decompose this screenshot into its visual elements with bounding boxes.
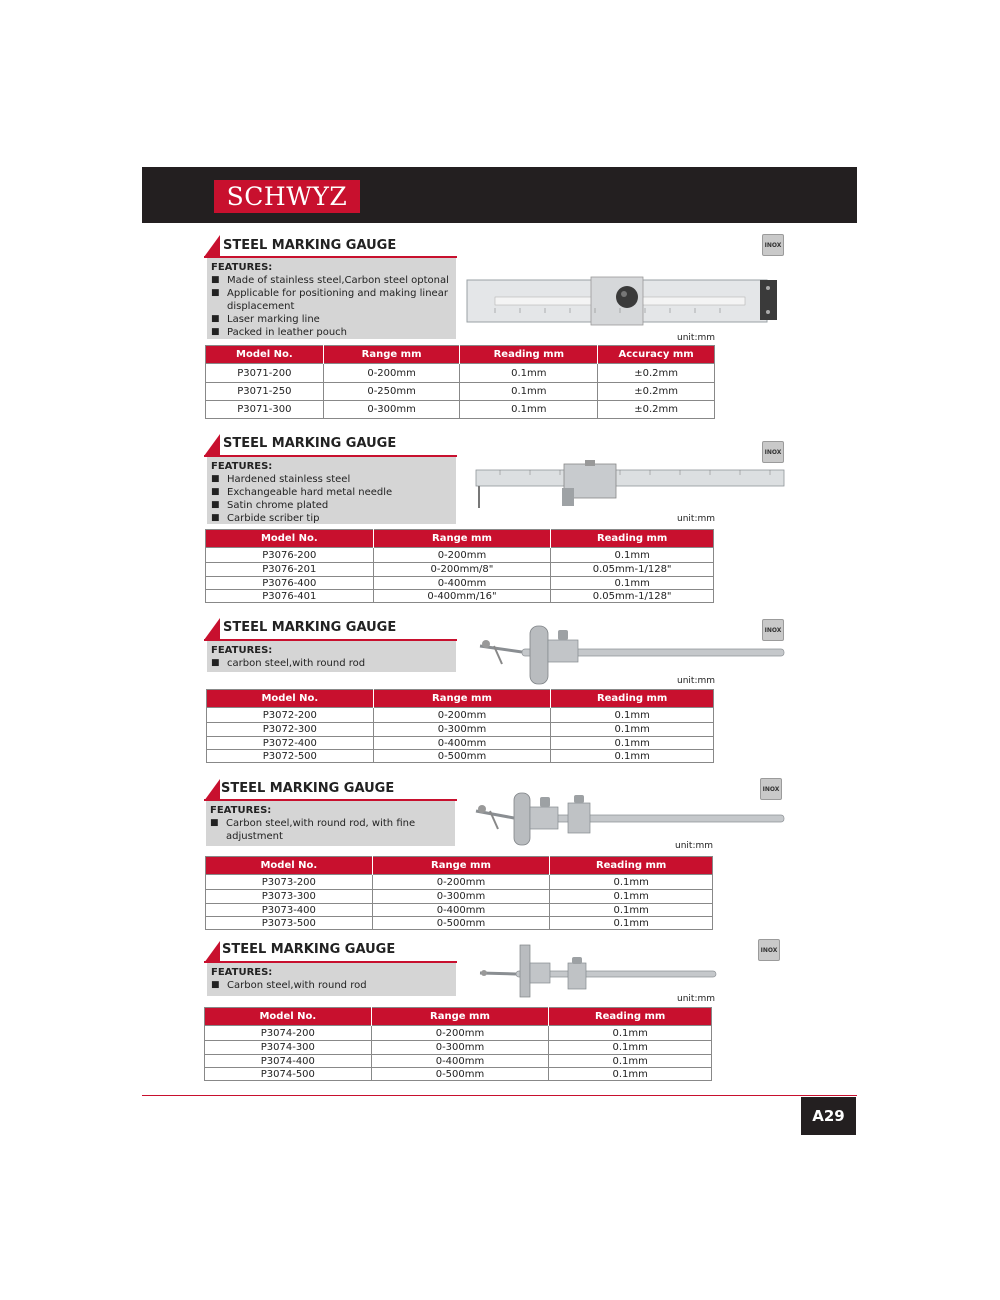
table-cell: 0-200mm/8": [373, 563, 551, 577]
bullet-icon: ■: [211, 327, 220, 337]
title-marker: [204, 941, 220, 963]
features-box: [207, 457, 456, 524]
table-cell: 0.1mm: [549, 1055, 712, 1068]
table-cell: 0.1mm: [550, 875, 713, 890]
table-cell: P3073-200: [206, 875, 373, 890]
page-number: A29: [801, 1097, 856, 1135]
features-box: [207, 258, 456, 339]
table-cell: ±0.2mm: [598, 383, 715, 401]
bullet-icon: ■: [211, 487, 220, 497]
title-marker: [204, 618, 220, 640]
bullet-icon: ■: [211, 314, 220, 324]
footer-divider: [142, 1095, 857, 1096]
table-cell: 0-300mm: [371, 1041, 549, 1055]
section-title: STEEL MARKING GAUGE: [221, 781, 395, 796]
bullet-icon: ■: [211, 500, 220, 510]
column-header: Accuracy mm: [598, 346, 715, 364]
marking-gauge-small-rod-image: [476, 943, 718, 999]
column-header: Reading mm: [551, 690, 714, 708]
table-cell: P3076-400: [206, 577, 374, 590]
section-title: STEEL MARKING GAUGE: [222, 942, 396, 957]
unit-label: unit:mm: [677, 333, 716, 343]
column-header: Model No.: [207, 690, 374, 708]
bullet-icon: ■: [211, 474, 220, 484]
spec-table: [205, 529, 714, 603]
column-header: Reading mm: [460, 346, 598, 364]
features-box: [207, 963, 456, 996]
table-cell: 0.1mm: [549, 1068, 712, 1081]
table-cell: 0-400mm: [372, 904, 550, 917]
inox-badge: INOX: [762, 234, 784, 256]
column-header: Reading mm: [550, 857, 713, 875]
bullet-icon: ■: [211, 980, 220, 990]
table-cell: 0.1mm: [551, 548, 714, 563]
table-row: [206, 590, 714, 603]
table-cell: 0.1mm: [550, 904, 713, 917]
table-cell: 0.05mm-1/128": [551, 563, 714, 577]
table-row: [205, 1026, 712, 1041]
marking-gauge-round-rod-image: [472, 624, 788, 688]
inox-badge: INOX: [762, 619, 784, 641]
feature-item: ■ Satin chrome plated: [211, 500, 329, 511]
table-cell: P3073-500: [206, 917, 373, 930]
inox-badge: INOX: [760, 778, 782, 800]
table-cell: P3073-400: [206, 904, 373, 917]
column-header: Range mm: [373, 690, 551, 708]
features-label: FEATURES:: [211, 262, 273, 273]
unit-label: unit:mm: [675, 841, 714, 851]
table-row: [205, 1041, 712, 1055]
table-cell: P3074-200: [205, 1026, 372, 1041]
feature-item: ■ Hardened stainless steel: [211, 474, 351, 485]
table-cell: 0.1mm: [550, 890, 713, 904]
feature-item: ■ Made of stainless steel,Carbon steel optonal: [211, 275, 449, 286]
features-box: [206, 801, 455, 846]
table-header-row: [206, 530, 714, 548]
column-header: Model No.: [206, 857, 373, 875]
features-label: FEATURES:: [210, 805, 272, 816]
column-header: Reading mm: [549, 1008, 712, 1026]
inox-badge: INOX: [758, 939, 780, 961]
table-cell: ±0.2mm: [598, 364, 715, 383]
table-cell: 0.1mm: [549, 1041, 712, 1055]
header-bar: [142, 167, 857, 223]
table-cell: P3073-300: [206, 890, 373, 904]
bullet-icon: ■: [211, 513, 220, 523]
table-row: [206, 364, 715, 383]
unit-label: unit:mm: [677, 994, 716, 1004]
table-cell: P3072-500: [207, 750, 374, 763]
table-cell: P3071-200: [206, 364, 324, 383]
table-header-row: [206, 346, 715, 364]
features-label: FEATURES:: [211, 461, 273, 472]
column-header: Model No.: [206, 530, 374, 548]
column-header: Model No.: [206, 346, 324, 364]
feature-item: ■ Packed in leather pouch: [211, 327, 348, 338]
column-header: Model No.: [205, 1008, 372, 1026]
table-cell: 0.1mm: [460, 401, 598, 419]
column-header: Range mm: [373, 530, 551, 548]
spec-table: [206, 689, 714, 763]
title-marker: [204, 235, 220, 257]
marking-gauge-fine-adjust-image: [470, 785, 786, 849]
bullet-icon: ■: [211, 658, 220, 668]
table-cell: P3074-500: [205, 1068, 372, 1081]
logo-divider: [358, 180, 360, 213]
spec-table: [205, 345, 715, 419]
table-cell: 0.1mm: [551, 577, 714, 590]
bullet-icon: ■: [211, 275, 220, 285]
table-cell: P3074-300: [205, 1041, 372, 1055]
table-cell: 0-300mm: [372, 890, 550, 904]
table-row: [207, 737, 714, 750]
marking-gauge-beam-image: [470, 460, 788, 512]
table-header-row: [206, 857, 713, 875]
table-header-row: [207, 690, 714, 708]
table-cell: 0.1mm: [460, 364, 598, 383]
table-row: [206, 577, 714, 590]
table-cell: P3076-200: [206, 548, 374, 563]
features-label: FEATURES:: [211, 967, 273, 978]
table-cell: 0.1mm: [550, 917, 713, 930]
title-marker: [204, 434, 220, 456]
table-row: [206, 875, 713, 890]
table-cell: 0.1mm: [549, 1026, 712, 1041]
table-cell: 0-400mm: [373, 577, 551, 590]
feature-item: ■ carbon steel,with round rod: [211, 658, 366, 669]
feature-item: ■ Carbon steel,with round rod: [211, 980, 367, 991]
table-row: [205, 1055, 712, 1068]
column-header: Range mm: [372, 857, 550, 875]
table-cell: P3074-400: [205, 1055, 372, 1068]
table-row: [206, 548, 714, 563]
spec-table: [205, 856, 713, 930]
table-cell: 0-200mm: [373, 708, 551, 723]
table-cell: 0-200mm: [373, 548, 551, 563]
feature-item: ■ Carbide scriber tip: [211, 513, 320, 524]
table-cell: P3071-300: [206, 401, 324, 419]
table-row: [207, 708, 714, 723]
column-header: Range mm: [371, 1008, 549, 1026]
table-cell: 0-400mm/16": [373, 590, 551, 603]
table-cell: P3071-250: [206, 383, 324, 401]
section-title: STEEL MARKING GAUGE: [223, 238, 397, 253]
table-cell: P3072-200: [207, 708, 374, 723]
table-cell: P3072-300: [207, 723, 374, 737]
table-cell: 0-400mm: [371, 1055, 549, 1068]
table-row: [206, 917, 713, 930]
unit-label: unit:mm: [677, 514, 716, 524]
table-row: [206, 904, 713, 917]
table-cell: 0.05mm-1/128": [551, 590, 714, 603]
table-cell: 0.1mm: [460, 383, 598, 401]
table-cell: 0.1mm: [551, 737, 714, 750]
feature-item: ■ Applicable for positioning and making linear displacement: [211, 288, 448, 312]
table-row: [206, 563, 714, 577]
table-cell: 0-500mm: [373, 750, 551, 763]
table-row: [207, 750, 714, 763]
table-cell: 0.1mm: [551, 723, 714, 737]
feature-item: ■ Laser marking line: [211, 314, 320, 325]
table-row: [206, 383, 715, 401]
table-row: [207, 723, 714, 737]
table-cell: 0-500mm: [372, 917, 550, 930]
marking-gauge-flat-image: [465, 272, 785, 328]
table-row: [206, 890, 713, 904]
table-cell: 0-200mm: [323, 364, 460, 383]
brand-logo: SCHWYZ: [214, 180, 360, 213]
table-cell: 0-400mm: [373, 737, 551, 750]
table-cell: P3076-201: [206, 563, 374, 577]
table-cell: 0.1mm: [551, 750, 714, 763]
column-header: Range mm: [323, 346, 460, 364]
table-cell: 0-300mm: [323, 401, 460, 419]
table-cell: 0-500mm: [371, 1068, 549, 1081]
table-cell: 0-200mm: [372, 875, 550, 890]
table-cell: P3076-401: [206, 590, 374, 603]
table-cell: 0-250mm: [323, 383, 460, 401]
section-title: STEEL MARKING GAUGE: [223, 436, 397, 451]
table-cell: P3072-400: [207, 737, 374, 750]
table-cell: ±0.2mm: [598, 401, 715, 419]
features-box: [207, 641, 456, 672]
bullet-icon: ■: [211, 288, 220, 298]
spec-table: [204, 1007, 712, 1081]
table-cell: 0-300mm: [373, 723, 551, 737]
inox-badge: INOX: [762, 441, 784, 463]
feature-item: ■ Carbon steel,with round rod, with fine adjustment: [210, 818, 416, 842]
title-marker: [204, 779, 220, 801]
table-row: [205, 1068, 712, 1081]
section-title: STEEL MARKING GAUGE: [223, 620, 397, 635]
features-label: FEATURES:: [211, 645, 273, 656]
bullet-icon: ■: [210, 818, 219, 828]
table-row: [206, 401, 715, 419]
feature-item: ■ Exchangeable hard metal needle: [211, 487, 393, 498]
table-cell: 0-200mm: [371, 1026, 549, 1041]
table-cell: 0.1mm: [551, 708, 714, 723]
column-header: Reading mm: [551, 530, 714, 548]
table-header-row: [205, 1008, 712, 1026]
unit-label: unit:mm: [677, 676, 716, 686]
